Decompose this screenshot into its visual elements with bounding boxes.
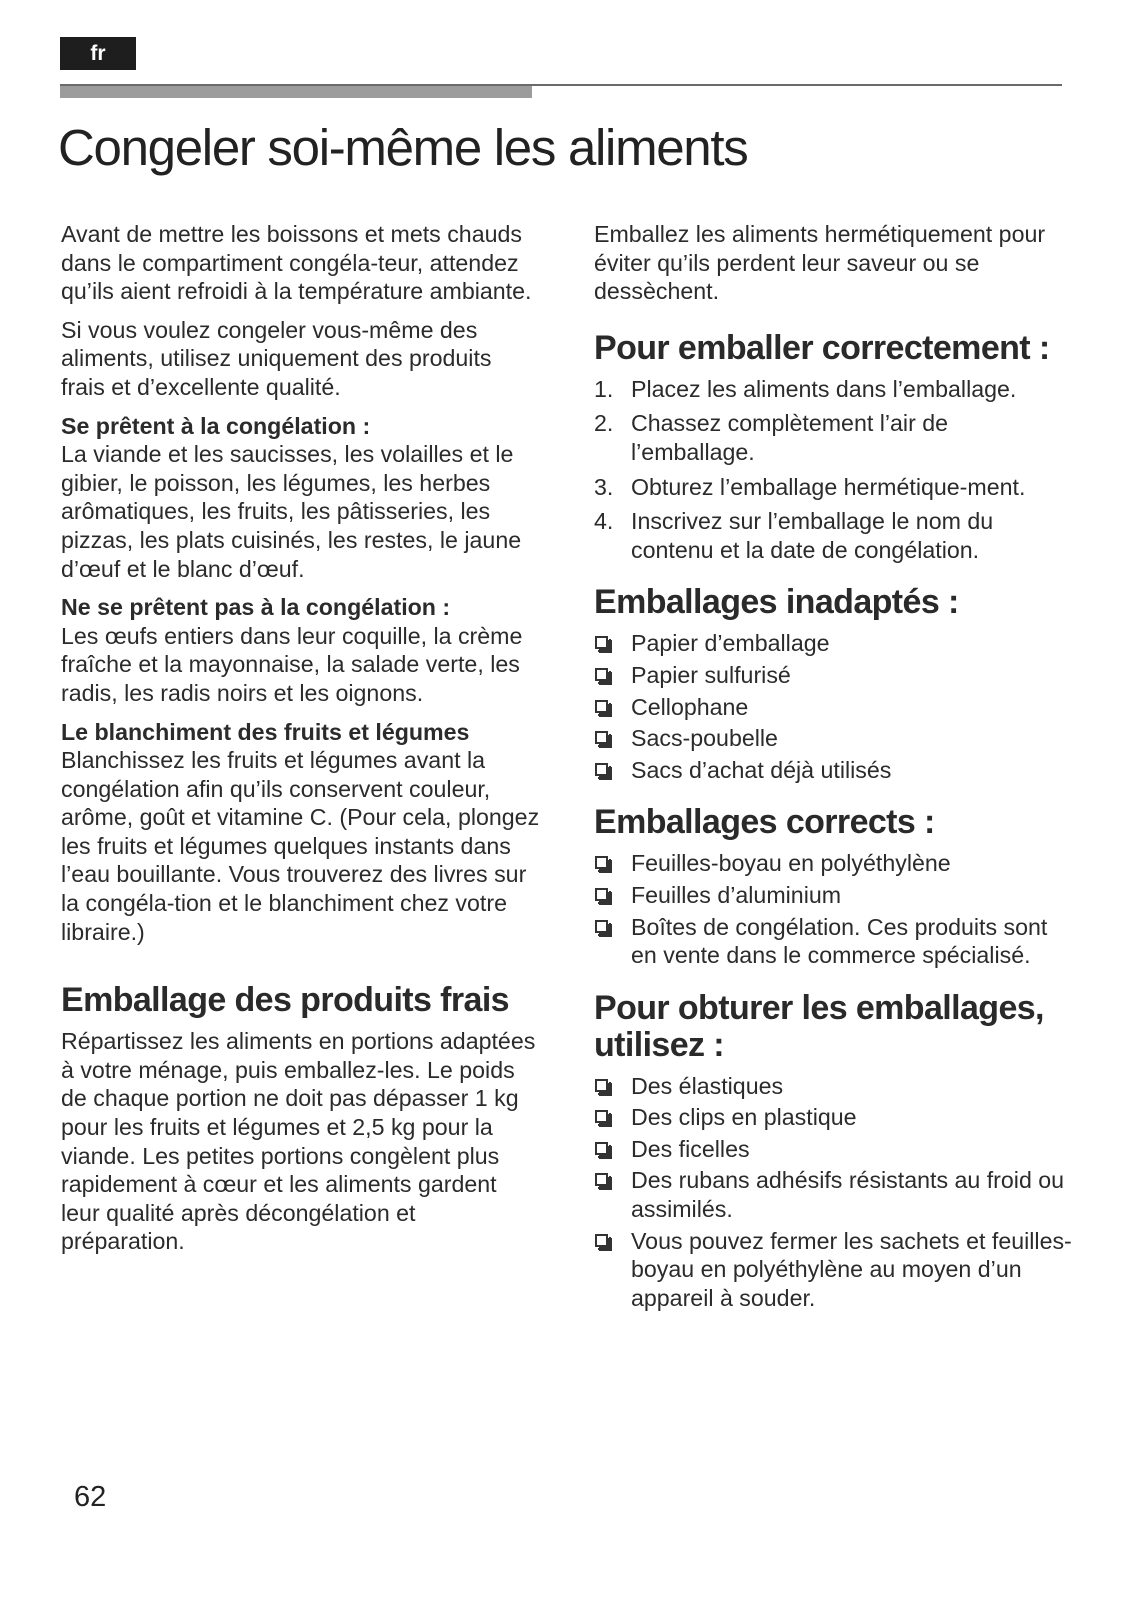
- checkbox-icon: [595, 731, 608, 744]
- blanching-heading: Le blanchiment des fruits et légumes: [61, 718, 470, 745]
- checkbox-icon: [595, 763, 608, 776]
- list-item: Feuilles d’aluminium: [594, 881, 1074, 910]
- page-number: 62: [74, 1481, 107, 1513]
- list-item: Vous pouvez fermer les sachets et feuilles-boyau en polyéthylène au moyen d’un appareil à souder.: [594, 1227, 1074, 1313]
- checkbox-icon: [595, 1079, 608, 1092]
- intro-paragraph: Avant de mettre les boissons et mets chauds dans le compartiment congéla-teur, attendez qu’ils aient refroidi à la température ambiante.: [61, 221, 532, 305]
- language-tag: fr: [60, 37, 136, 70]
- sealing-list: [594, 1072, 1074, 1313]
- suitable-foods-block: [61, 412, 541, 584]
- list-item: Cellophane: [594, 693, 1074, 722]
- checkbox-icon: [595, 1173, 608, 1186]
- unsuitable-packaging-list: [594, 629, 1074, 784]
- list-item: 3. Obturez l’emballage hermétique-ment.: [594, 473, 1026, 500]
- fresh-packaging-heading: Emballage des produits frais: [61, 981, 509, 1020]
- suitable-foods-heading: Se prêtent à la congélation :: [61, 412, 371, 439]
- checkbox-icon: [595, 700, 608, 713]
- checkbox-icon: [595, 1234, 608, 1247]
- correct-packaging-list: [594, 849, 1074, 969]
- list-item: Sacs d’achat déjà utilisés: [594, 756, 1074, 785]
- list-item: Des rubans adhésifs résistants au froid ou assimilés.: [594, 1166, 1074, 1223]
- blanching-block: [61, 718, 541, 947]
- list-item: Sacs-poubelle: [594, 724, 1074, 753]
- list-item: Feuilles-boyau en polyéthylène: [594, 849, 1074, 878]
- blanching-text: Blanchissez les fruits et légumes avant la congélation afin qu’ils conservent couleur, arôme, goût et vitamine C. (Pour cela, plongez les fruits et légumes quelques instants dans l’eau bouillante. Vous trouverez des livres sur la congéla-tion et le blanchiment chez votre libraire.): [61, 747, 540, 945]
- checkbox-icon: [595, 1142, 608, 1155]
- pack-correctly-heading: Pour emballer correctement :: [594, 328, 1050, 367]
- checkbox-icon: [595, 668, 608, 681]
- checkbox-icon: [595, 856, 608, 869]
- checkbox-icon: [595, 1110, 608, 1123]
- list-item: 4. Inscrivez sur l’emballage le nom du contenu et la date de congélation.: [594, 508, 994, 563]
- sealing-heading: Pour obturer les emballages, utilisez :: [594, 988, 1044, 1064]
- unsuitable-foods-heading: Ne se prêtent pas à la congélation :: [61, 594, 451, 621]
- fresh-products-paragraph: Si vous voulez congeler vous-même des aliments, utilisez uniquement des produits frais et d’excellente qualité.: [61, 316, 492, 400]
- checkbox-icon: [595, 920, 608, 933]
- list-item: Des clips en plastique: [594, 1103, 1074, 1132]
- list-item: Papier sulfurisé: [594, 661, 1074, 690]
- packaging-intro: Emballez les aliments hermétiquement pour éviter qu’ils perdent leur saveur ou se dessèchent.: [594, 221, 1046, 305]
- suitable-foods-text: La viande et les saucisses, les volailles et le gibier, le poisson, les légumes, les herbes arômatiques, les fruits, les pâtisseries, les pizzas, les plats cuisinés, les restes, le jaune d’œuf et le blanc d’œuf.: [61, 441, 522, 582]
- list-item: 1. Placez les aliments dans l’emballage.: [594, 375, 1017, 402]
- list-item: Papier d’emballage: [594, 629, 1074, 658]
- pack-steps-list: [594, 375, 1074, 565]
- checkbox-icon: [595, 888, 608, 901]
- correct-packaging-heading: Emballages corrects :: [594, 803, 935, 842]
- list-item: 2. Chassez complètement l’air de l’emballage.: [594, 410, 949, 465]
- checkbox-icon: [595, 636, 608, 649]
- unsuitable-foods-block: [61, 593, 541, 707]
- left-column: [61, 220, 541, 1266]
- fresh-packaging-text: Répartissez les aliments en portions adaptées à votre ménage, puis emballez-les. Le poids de chaque portion ne doit pas dépasser 1 kg pour les fruits et légumes et 2,5 kg pour la viande. Les petites portions congèlent plus rapidement à cœur et les aliments gardent leur qualité après décongélation et préparation.: [61, 1028, 536, 1255]
- unsuitable-foods-text: Les œufs entiers dans leur coquille, la crème fraîche et la mayonnaise, la salade verte, les radis, les radis noirs et les oignons.: [61, 622, 523, 706]
- unsuitable-packaging-heading: Emballages inadaptés :: [594, 583, 959, 622]
- right-column: [594, 220, 1074, 1328]
- list-item: Des élastiques: [594, 1072, 1074, 1101]
- list-item: Boîtes de congélation. Ces produits sont en vente dans le commerce spécialisé.: [594, 913, 1074, 970]
- page-title: Congeler soi-même les aliments: [58, 119, 748, 176]
- list-item: Des ficelles: [594, 1135, 1074, 1164]
- header-bar: [60, 86, 532, 98]
